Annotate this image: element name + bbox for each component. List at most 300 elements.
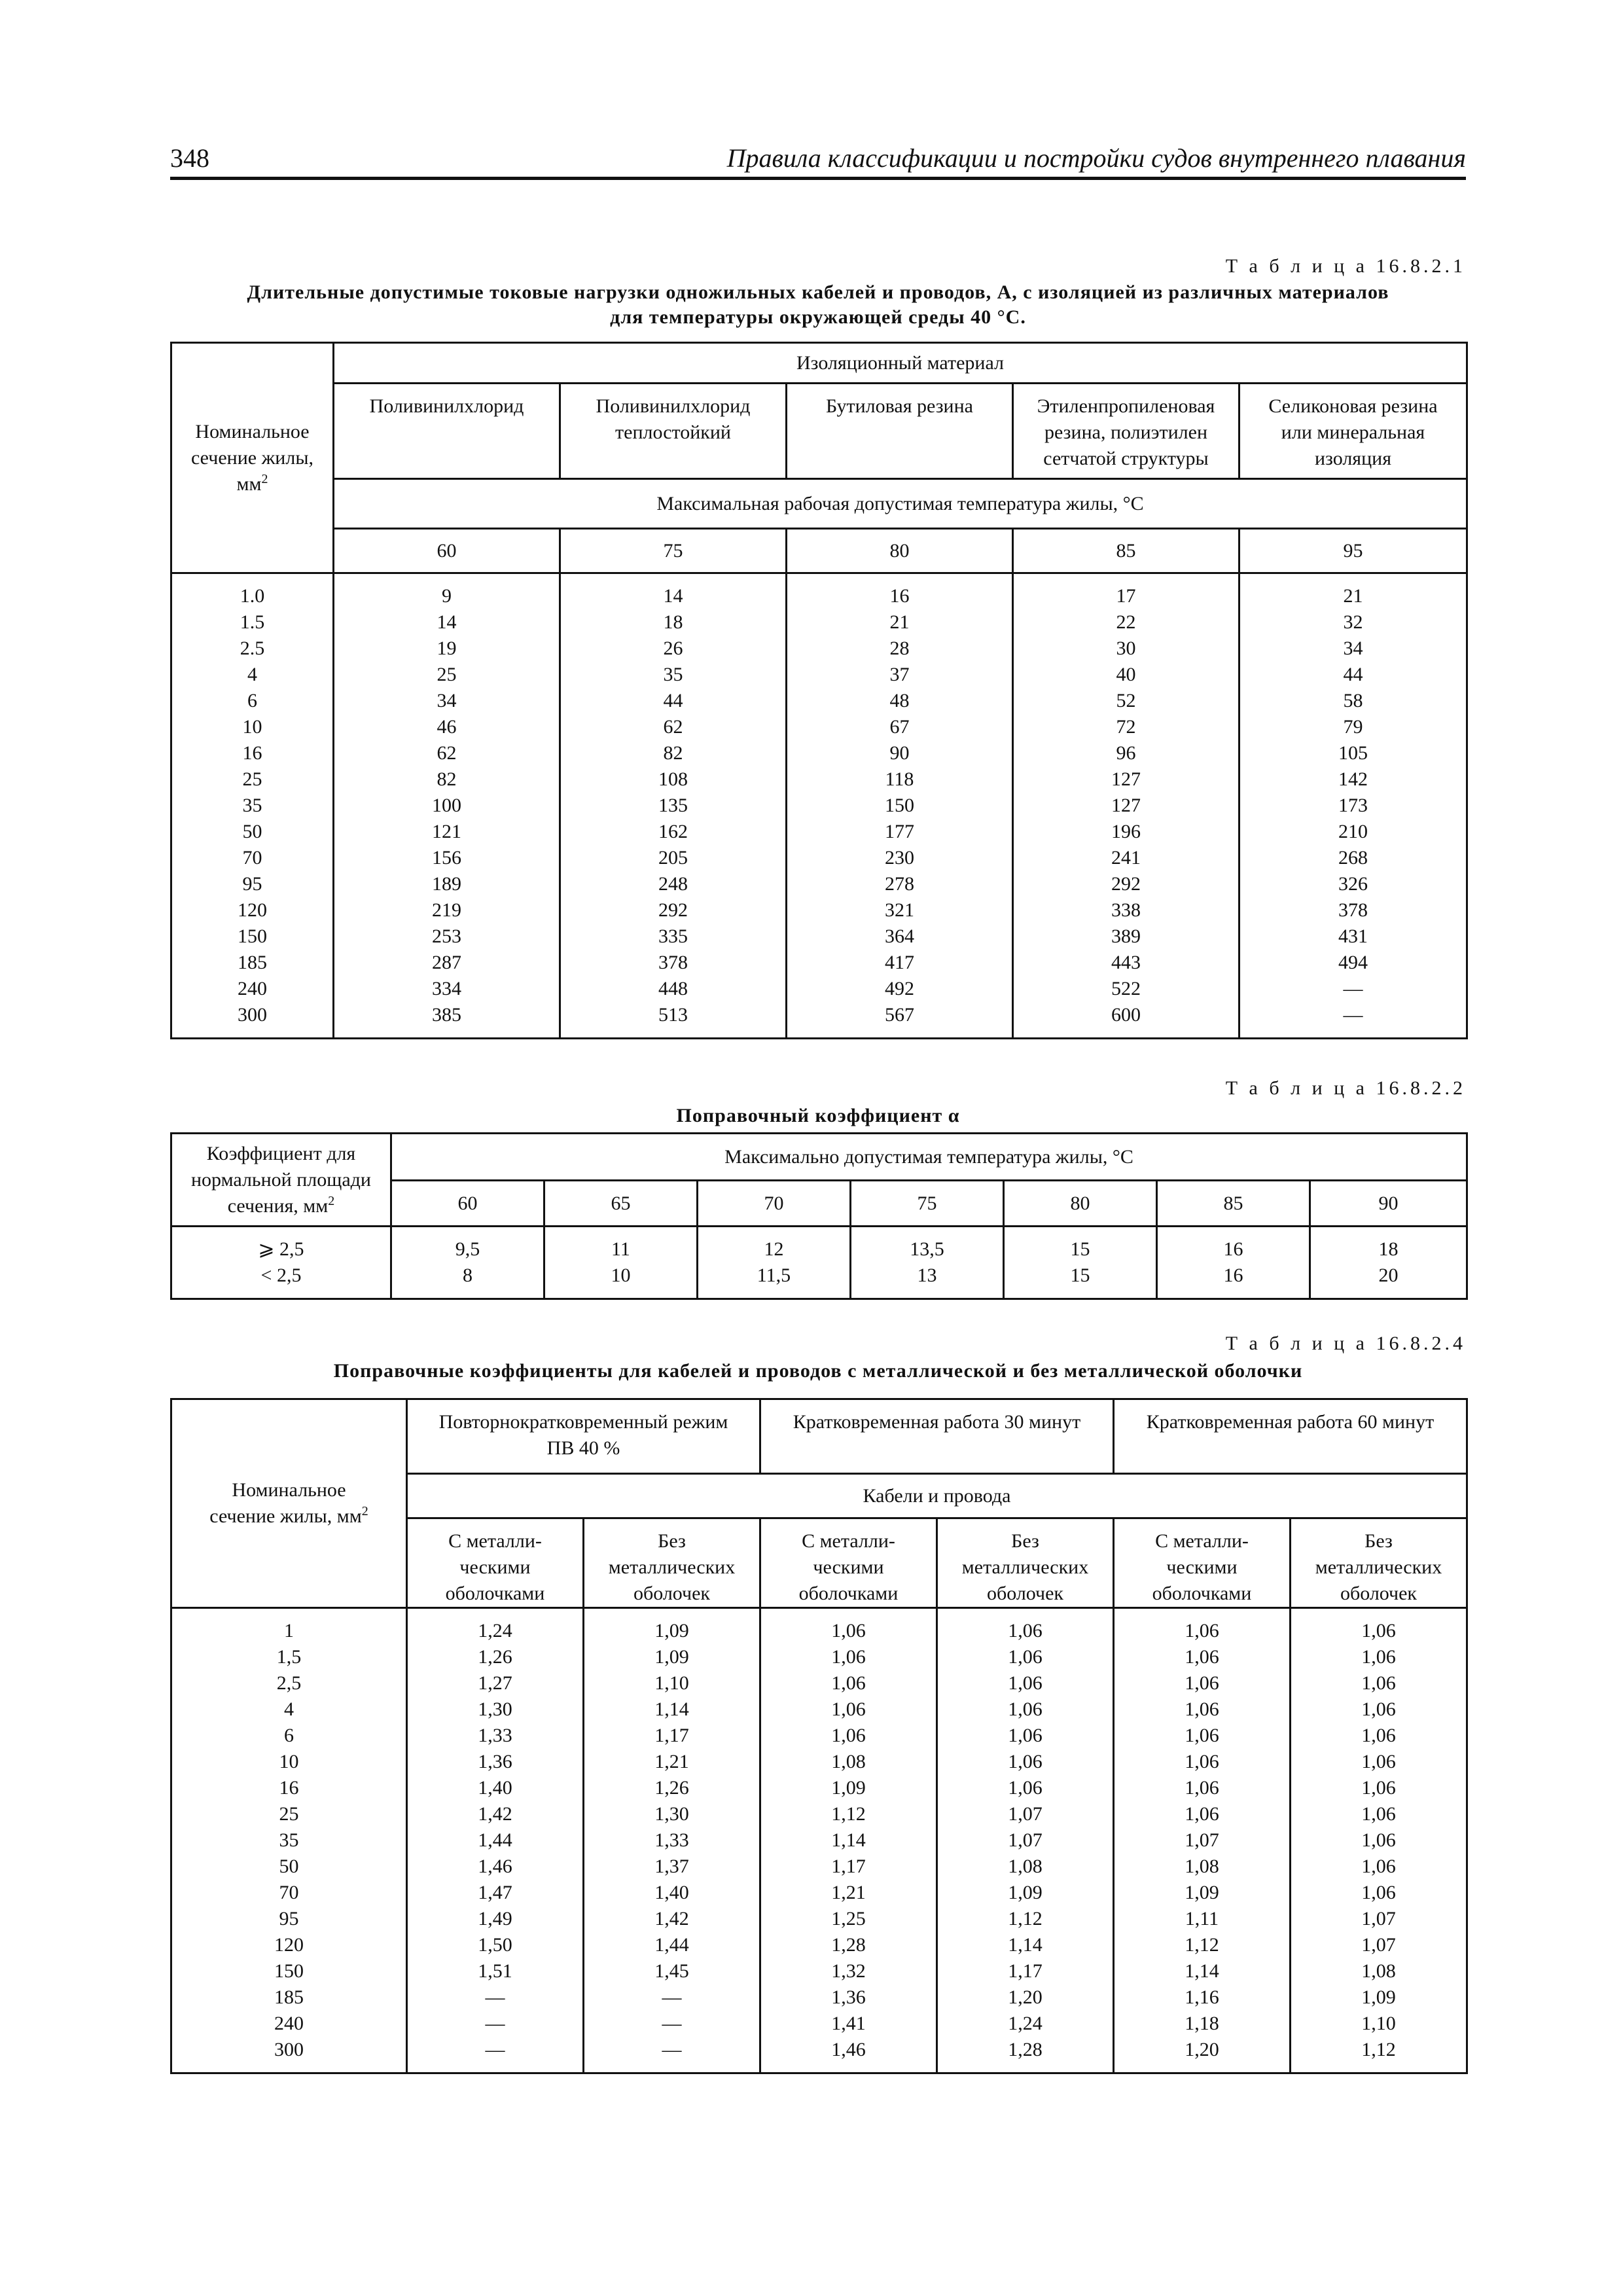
table-cell-value: 1,47 bbox=[478, 1882, 512, 1903]
table1-data-column bbox=[1013, 573, 1240, 1039]
table1-temp-header: 80 bbox=[787, 529, 1013, 573]
table-cell-value: 1,30 bbox=[654, 1803, 689, 1825]
table3-sections-column bbox=[171, 1608, 407, 2073]
table-cell-value: 567 bbox=[885, 1004, 914, 1026]
table2 bbox=[170, 1132, 1468, 1300]
table-cell-value: 292 bbox=[658, 899, 688, 921]
table-cell-value: 1,06 bbox=[1361, 1856, 1396, 1877]
table-cell-value: 1 bbox=[284, 1620, 294, 1641]
table-cell-value: 1,27 bbox=[478, 1672, 512, 1694]
table-cell-value: 1,44 bbox=[654, 1934, 689, 1956]
table-cell-value: 21 bbox=[1343, 585, 1363, 607]
table-cell-value: 240 bbox=[238, 978, 267, 999]
table-cell-value: 2.5 bbox=[240, 637, 265, 659]
table-cell-value: 18 bbox=[663, 611, 683, 633]
table-cell-value: 1,16 bbox=[1185, 1986, 1219, 2008]
table-cell-value: 241 bbox=[1111, 847, 1141, 869]
table-cell-value: 1,51 bbox=[478, 1960, 512, 1982]
table-cell-value: — bbox=[1343, 978, 1363, 999]
table-cell-value: 120 bbox=[238, 899, 267, 921]
table2-data-column bbox=[391, 1227, 544, 1299]
table-cell-value: 10 bbox=[611, 1265, 631, 1286]
table-cell-value: 1,14 bbox=[1008, 1934, 1043, 1956]
table-cell-value: 1,06 bbox=[1185, 1698, 1219, 1720]
table1-material-header: Этиленпропиленовая резина, полиэтилен сетчатой структуры bbox=[1013, 384, 1240, 479]
table-cell-value: 431 bbox=[1338, 925, 1368, 947]
table-cell-value: 1,06 bbox=[1361, 1672, 1396, 1694]
table3-sheath-with-header: С металли- ческими оболочками bbox=[760, 1518, 937, 1608]
table-cell-value: < 2,5 bbox=[260, 1265, 302, 1286]
header-rule bbox=[170, 177, 1466, 180]
table-cell-value: 40 bbox=[1116, 664, 1136, 685]
table-cell-value: 196 bbox=[1111, 821, 1141, 842]
table-cell-value: 127 bbox=[1111, 795, 1141, 816]
table1-material-header: Бутиловая резина bbox=[787, 384, 1013, 479]
table-cell-value: 230 bbox=[885, 847, 914, 869]
table2-temp-group-header: Максимально допустимая температура жилы, °С bbox=[391, 1134, 1467, 1181]
table2-data-column bbox=[851, 1227, 1004, 1299]
table-cell-value: 67 bbox=[889, 716, 910, 738]
table1-data-column bbox=[1240, 573, 1467, 1039]
table-cell-value: 1,06 bbox=[1008, 1672, 1043, 1694]
table-cell-value: 1,37 bbox=[654, 1856, 689, 1877]
table-cell-value: 72 bbox=[1116, 716, 1136, 738]
table-cell-value: 1,06 bbox=[1008, 1751, 1043, 1772]
table-cell-value: — bbox=[485, 1986, 505, 2008]
table-cell-value: 1,07 bbox=[1361, 1908, 1396, 1929]
table-cell-value: 10 bbox=[242, 716, 262, 738]
table2-caption: Поправочный коэффициент α bbox=[676, 1105, 960, 1126]
table-cell-value: 120 bbox=[274, 1934, 304, 1956]
table-cell-value: 253 bbox=[432, 925, 461, 947]
table-cell-value: 13,5 bbox=[910, 1238, 944, 1260]
table-cell-value: 1,10 bbox=[654, 1672, 689, 1694]
table-cell-value: 82 bbox=[437, 768, 457, 790]
table-cell-value: 95 bbox=[242, 873, 262, 895]
table-cell-value: 1,28 bbox=[831, 1934, 866, 1956]
table3-sheath-without-header: Без металлических оболочек bbox=[584, 1518, 760, 1608]
table-cell-value: 162 bbox=[658, 821, 688, 842]
table-cell-value: 1,06 bbox=[831, 1672, 866, 1694]
table-cell-value: 1,42 bbox=[654, 1908, 689, 1929]
table1-data-column bbox=[560, 573, 787, 1039]
table-cell-value: 156 bbox=[432, 847, 461, 869]
table2-temp-header: 65 bbox=[544, 1181, 698, 1227]
table3-mode-header: Кратковременная работа 60 минут bbox=[1114, 1399, 1467, 1474]
table-cell-value: 96 bbox=[1116, 742, 1136, 764]
table-cell-value: 1,26 bbox=[478, 1646, 512, 1668]
table-cell-value: 1,33 bbox=[478, 1725, 512, 1746]
table-cell-value: 1,12 bbox=[1185, 1934, 1219, 1956]
table-cell-value: 443 bbox=[1111, 952, 1141, 973]
table-cell-value: 108 bbox=[658, 768, 688, 790]
table-cell-value: 1,06 bbox=[1185, 1725, 1219, 1746]
table-cell-value: — bbox=[662, 1986, 682, 2008]
table-cell-value: 58 bbox=[1343, 690, 1363, 711]
table-cell-value: 48 bbox=[889, 690, 910, 711]
table3-cables-header: Кабели и провода bbox=[407, 1474, 1467, 1518]
table1-caption bbox=[170, 280, 1466, 330]
table-cell-value: 150 bbox=[274, 1960, 304, 1982]
table-cell-value: 9 bbox=[442, 585, 452, 607]
table-cell-value: 150 bbox=[885, 795, 914, 816]
table3 bbox=[170, 1398, 1468, 2074]
table-cell-value: 268 bbox=[1338, 847, 1368, 869]
table-cell-value: 1,06 bbox=[1008, 1777, 1043, 1799]
table-cell-value: 44 bbox=[663, 690, 683, 711]
table-cell-value: 1,17 bbox=[654, 1725, 689, 1746]
table-cell-value: 50 bbox=[242, 821, 262, 842]
table-cell-value: 1,07 bbox=[1008, 1829, 1043, 1851]
table3-sheath-with-header: С металли- ческими оболочками bbox=[1114, 1518, 1291, 1608]
table-cell-value: 135 bbox=[658, 795, 688, 816]
table-cell-value: 13 bbox=[917, 1265, 937, 1286]
table-cell-value: 185 bbox=[274, 1986, 304, 2008]
table-cell-value: 14 bbox=[437, 611, 457, 633]
table3-sheath-without-header: Без металлических оболочек bbox=[937, 1518, 1114, 1608]
table-cell-value: 1,06 bbox=[1361, 1646, 1396, 1668]
table2-temp-header: 60 bbox=[391, 1181, 544, 1227]
table-cell-value: 1,06 bbox=[831, 1725, 866, 1746]
table1-material-group-header: Изоляционный материал bbox=[334, 343, 1467, 384]
table-cell-value: 1,06 bbox=[1008, 1646, 1043, 1668]
table-cell-value: 1,25 bbox=[831, 1908, 866, 1929]
table-cell-value: 378 bbox=[658, 952, 688, 973]
table-cell-value: 492 bbox=[885, 978, 914, 999]
table-cell-value: 16 bbox=[279, 1777, 299, 1799]
table2-data-column bbox=[1157, 1227, 1310, 1299]
table-cell-value: 1,06 bbox=[1008, 1698, 1043, 1720]
table3-data-column bbox=[407, 1608, 584, 2073]
table-cell-value: 1,06 bbox=[831, 1620, 866, 1641]
table-cell-value: 1,06 bbox=[1361, 1620, 1396, 1641]
table-cell-value: 16 bbox=[1223, 1265, 1243, 1286]
table-cell-value: 1,24 bbox=[478, 1620, 512, 1641]
table1-label: Т а б л и ц а 16.8.2.1 bbox=[1225, 255, 1466, 277]
table2-temp-header: 85 bbox=[1157, 1181, 1310, 1227]
table-cell-value: 1,06 bbox=[831, 1698, 866, 1720]
table-cell-value: 1,24 bbox=[1008, 2013, 1043, 2034]
table-cell-value: 1,07 bbox=[1008, 1803, 1043, 1825]
table-cell-value: 448 bbox=[658, 978, 688, 999]
table-cell-value: 1,12 bbox=[831, 1803, 866, 1825]
table-cell-value: 321 bbox=[885, 899, 914, 921]
table-cell-value: 1,40 bbox=[654, 1882, 689, 1903]
table-cell-value: 205 bbox=[658, 847, 688, 869]
table-cell-value: 326 bbox=[1338, 873, 1368, 895]
table-cell-value: 389 bbox=[1111, 925, 1141, 947]
table1-caption-line1: Длительные допустимые токовые нагрузки одножильных кабелей и проводов, А, с изоляцией из различных материалов bbox=[247, 281, 1389, 303]
table1-data-column bbox=[334, 573, 560, 1039]
table-cell-value: 1,49 bbox=[478, 1908, 512, 1929]
table-cell-value: 1,06 bbox=[1185, 1803, 1219, 1825]
table3-mode-header: Кратковременная работа 30 минут bbox=[760, 1399, 1114, 1474]
table-cell-value: 1,44 bbox=[478, 1829, 512, 1851]
table-cell-value: 1,21 bbox=[831, 1882, 866, 1903]
table-cell-value: 1,06 bbox=[1361, 1751, 1396, 1772]
table-cell-value: 335 bbox=[658, 925, 688, 947]
table-cell-value: 90 bbox=[889, 742, 910, 764]
table-cell-value: 30 bbox=[1116, 637, 1136, 659]
table-cell-value: 1,06 bbox=[1361, 1882, 1396, 1903]
table-cell-value: 1.0 bbox=[240, 585, 265, 607]
table-cell-value: 1,10 bbox=[1361, 2013, 1396, 2034]
table-cell-value: 25 bbox=[242, 768, 262, 790]
page-number: 348 bbox=[170, 143, 209, 173]
table2-temp-header: 80 bbox=[1004, 1181, 1157, 1227]
table-cell-value: 25 bbox=[279, 1803, 299, 1825]
table-cell-value: 19 bbox=[437, 637, 457, 659]
table-cell-value: 1,36 bbox=[478, 1751, 512, 1772]
table-cell-value: 1,09 bbox=[654, 1646, 689, 1668]
table1-sections-column bbox=[171, 573, 334, 1039]
table2-data-column bbox=[698, 1227, 851, 1299]
table2-coef-header: Коэффициент для нормальной площади сечения, $мм^2$ bbox=[171, 1134, 391, 1227]
table-cell-value: 189 bbox=[432, 873, 461, 895]
table-cell-value: 11 bbox=[611, 1238, 630, 1260]
table-cell-value: 1,06 bbox=[1185, 1751, 1219, 1772]
table-cell-value: 1,12 bbox=[1361, 2039, 1396, 2060]
table-cell-value: 142 bbox=[1338, 768, 1368, 790]
table-cell-value: 6 bbox=[284, 1725, 294, 1746]
table-cell-value: 1,32 bbox=[831, 1960, 866, 1982]
table-cell-value: 150 bbox=[238, 925, 267, 947]
table-cell-value: 70 bbox=[279, 1882, 299, 1903]
table-cell-value: 37 bbox=[889, 664, 910, 685]
table-cell-value: 1,26 bbox=[654, 1777, 689, 1799]
table-cell-value: 240 bbox=[274, 2013, 304, 2034]
table-cell-value: 1,17 bbox=[1008, 1960, 1043, 1982]
table-cell-value: 1,09 bbox=[1008, 1882, 1043, 1903]
table-cell-value: 364 bbox=[885, 925, 914, 947]
table1-caption-line2: для температуры окружающей среды 40 °С. bbox=[610, 306, 1026, 328]
table-cell-value: 121 bbox=[432, 821, 461, 842]
table-cell-value: 9,5 bbox=[455, 1238, 480, 1260]
table-cell-value: 16 bbox=[242, 742, 262, 764]
table-cell-value: — bbox=[662, 2039, 682, 2060]
table-cell-value: 62 bbox=[437, 742, 457, 764]
table-cell-value: 1,14 bbox=[654, 1698, 689, 1720]
table-cell-value: 1,08 bbox=[1361, 1960, 1396, 1982]
table-cell-value: 62 bbox=[663, 716, 683, 738]
table-cell-value: 22 bbox=[1116, 611, 1136, 633]
table-cell-value: 1,07 bbox=[1361, 1934, 1396, 1956]
table-cell-value: 1,06 bbox=[1361, 1829, 1396, 1851]
table-cell-value: 26 bbox=[663, 637, 683, 659]
table-cell-value: 417 bbox=[885, 952, 914, 973]
table-cell-value: 10 bbox=[279, 1751, 299, 1772]
table-cell-value: 21 bbox=[889, 611, 910, 633]
table-cell-value: ⩾ 2,5 bbox=[258, 1238, 304, 1260]
table1-temp-group-header: Максимальная рабочая допустимая температура жилы, °С bbox=[334, 479, 1467, 529]
table-cell-value: 1,11 bbox=[1185, 1908, 1219, 1929]
table-cell-value: 70 bbox=[242, 847, 262, 869]
table-cell-value: 494 bbox=[1338, 952, 1368, 973]
table-cell-value: 177 bbox=[885, 821, 914, 842]
table-cell-value: 522 bbox=[1111, 978, 1141, 999]
table-cell-value: 378 bbox=[1338, 899, 1368, 921]
table-cell-value: 14 bbox=[663, 585, 683, 607]
table-cell-value: 35 bbox=[663, 664, 683, 685]
table-cell-value: 1,08 bbox=[831, 1751, 866, 1772]
table-cell-value: 4 bbox=[247, 664, 257, 685]
table-cell-value: 50 bbox=[279, 1856, 299, 1877]
table1-material-header: Селиконовая резина или минеральная изоляция bbox=[1240, 384, 1467, 479]
table-cell-value: 52 bbox=[1116, 690, 1136, 711]
table-cell-value: 105 bbox=[1338, 742, 1368, 764]
table3-data-column bbox=[1291, 1608, 1467, 2073]
table-cell-value: 1,06 bbox=[1185, 1777, 1219, 1799]
table-cell-value: 600 bbox=[1111, 1004, 1141, 1026]
table-cell-value: 1,12 bbox=[1008, 1908, 1043, 1929]
table-cell-value: 1,45 bbox=[654, 1960, 689, 1982]
table-cell-value: 1,06 bbox=[1185, 1672, 1219, 1694]
table2-data-column bbox=[1004, 1227, 1157, 1299]
table-cell-value: 34 bbox=[437, 690, 457, 711]
table3-mode-header: Повторнократковременный режим ПВ 40 % bbox=[407, 1399, 760, 1474]
table-cell-value: 1,09 bbox=[831, 1777, 866, 1799]
table-cell-value: 248 bbox=[658, 873, 688, 895]
table-cell-value: 46 bbox=[437, 716, 457, 738]
table3-data-column bbox=[584, 1608, 760, 2073]
table3-sheath-without-header: Без металлических оболочек bbox=[1291, 1518, 1467, 1608]
table-cell-value: 32 bbox=[1343, 611, 1363, 633]
table-cell-value: 34 bbox=[1343, 637, 1363, 659]
table-cell-value: 8 bbox=[463, 1265, 473, 1286]
table-cell-value: 1,5 bbox=[276, 1646, 302, 1668]
table-cell-value: 1,46 bbox=[478, 1856, 512, 1877]
table-cell-value: 6 bbox=[247, 690, 257, 711]
table3-label: Т а б л и ц а 16.8.2.4 bbox=[1225, 1333, 1466, 1354]
table-cell-value: 1,33 bbox=[654, 1829, 689, 1851]
table-cell-value: 1,06 bbox=[1361, 1698, 1396, 1720]
table-cell-value: 15 bbox=[1070, 1265, 1090, 1286]
table-cell-value: 16 bbox=[889, 585, 910, 607]
table-cell-value: 338 bbox=[1111, 899, 1141, 921]
table-cell-value: 16 bbox=[1223, 1238, 1243, 1260]
table-cell-value: 1,17 bbox=[831, 1856, 866, 1877]
table-cell-value: 1,21 bbox=[654, 1751, 689, 1772]
table-cell-value: 1,20 bbox=[1008, 1986, 1043, 2008]
table-cell-value: 118 bbox=[885, 768, 914, 790]
table-cell-value: — bbox=[485, 2039, 505, 2060]
table-cell-value: 334 bbox=[432, 978, 461, 999]
table-cell-value: 1,28 bbox=[1008, 2039, 1043, 2060]
table1-temp-header: 60 bbox=[334, 529, 560, 573]
table-cell-value: 278 bbox=[885, 873, 914, 895]
table1-section-header: Номинальное сечение жилы, $мм^2$ bbox=[171, 343, 334, 573]
table2-temp-header: 70 bbox=[698, 1181, 851, 1227]
table2-row-labels bbox=[171, 1227, 391, 1299]
table-cell-value: 35 bbox=[279, 1829, 299, 1851]
table-cell-value: 15 bbox=[1070, 1238, 1090, 1260]
table-cell-value: 300 bbox=[274, 2039, 304, 2060]
table-cell-value: 44 bbox=[1343, 664, 1363, 685]
table-cell-value: 1,36 bbox=[831, 1986, 866, 2008]
table-cell-value: 1,14 bbox=[831, 1829, 866, 1851]
table-cell-value: 1,50 bbox=[478, 1934, 512, 1956]
table-cell-value: 1,06 bbox=[1185, 1620, 1219, 1641]
table3-section-header: Номинальное сечение жилы, $мм^2$ bbox=[171, 1399, 407, 1608]
table-cell-value: 28 bbox=[889, 637, 910, 659]
table-cell-value: 100 bbox=[432, 795, 461, 816]
table1-data-column bbox=[787, 573, 1013, 1039]
table-cell-value: 1,08 bbox=[1185, 1856, 1219, 1877]
table2-label: Т а б л и ц а 16.8.2.2 bbox=[1225, 1077, 1466, 1099]
table-cell-value: 1,18 bbox=[1185, 2013, 1219, 2034]
table-cell-value: 1,06 bbox=[1008, 1620, 1043, 1641]
table-cell-value: 11,5 bbox=[757, 1265, 791, 1286]
table-cell-value: 1,07 bbox=[1185, 1829, 1219, 1851]
table-cell-value: 1,06 bbox=[831, 1646, 866, 1668]
table2-data-column bbox=[544, 1227, 698, 1299]
table-cell-value: 1.5 bbox=[240, 611, 265, 633]
table-cell-value: 513 bbox=[658, 1004, 688, 1026]
table-cell-value: 1,41 bbox=[831, 2013, 866, 2034]
table3-data-column bbox=[1114, 1608, 1291, 2073]
table-cell-value: 82 bbox=[663, 742, 683, 764]
table3-sheath-with-header: С металли- ческими оболочками bbox=[407, 1518, 584, 1608]
table-cell-value: — bbox=[1343, 1004, 1363, 1026]
running-title: Правила классификации и постройки судов внутреннего плавания bbox=[726, 143, 1466, 173]
table1 bbox=[170, 342, 1468, 1039]
table-cell-value: 35 bbox=[242, 795, 262, 816]
table1-temp-header: 95 bbox=[1240, 529, 1467, 573]
table-cell-value: 1,46 bbox=[831, 2039, 866, 2060]
table-cell-value: 95 bbox=[279, 1908, 299, 1929]
table1-temp-header: 85 bbox=[1013, 529, 1240, 573]
table-cell-value: 1,06 bbox=[1008, 1725, 1043, 1746]
table-cell-value: 1,09 bbox=[1361, 1986, 1396, 2008]
table-cell-value: 17 bbox=[1116, 585, 1136, 607]
table-cell-value: 1,06 bbox=[1361, 1777, 1396, 1799]
table-cell-value: 18 bbox=[1378, 1238, 1399, 1260]
table1-material-header: Поливинилхлорид bbox=[334, 384, 560, 479]
table-cell-value: 25 bbox=[437, 664, 457, 685]
table-cell-value: 1,06 bbox=[1185, 1646, 1219, 1668]
table-cell-value: 185 bbox=[238, 952, 267, 973]
table-cell-value: 173 bbox=[1338, 795, 1368, 816]
table3-data-column bbox=[760, 1608, 937, 2073]
table-cell-value: 79 bbox=[1343, 716, 1363, 738]
table-cell-value: 20 bbox=[1378, 1265, 1399, 1286]
table-cell-value: 219 bbox=[432, 899, 461, 921]
table-cell-value: 1,08 bbox=[1008, 1856, 1043, 1877]
table-cell-value: 127 bbox=[1111, 768, 1141, 790]
table-cell-value: 2,5 bbox=[276, 1672, 302, 1694]
table-cell-value: 1,09 bbox=[654, 1620, 689, 1641]
table-cell-value: 1,42 bbox=[478, 1803, 512, 1825]
table-cell-value: 1,09 bbox=[1185, 1882, 1219, 1903]
table-cell-value: 1,30 bbox=[478, 1698, 512, 1720]
table-cell-value: 4 bbox=[284, 1698, 294, 1720]
table-cell-value: 210 bbox=[1338, 821, 1368, 842]
table-cell-value: 300 bbox=[238, 1004, 267, 1026]
table-cell-value: — bbox=[485, 2013, 505, 2034]
table2-data-column bbox=[1310, 1227, 1467, 1299]
table1-material-header: Поливинилхлорид теплостойкий bbox=[560, 384, 787, 479]
table-cell-value: 12 bbox=[764, 1238, 784, 1260]
table3-data-column bbox=[937, 1608, 1114, 2073]
table-cell-value: 292 bbox=[1111, 873, 1141, 895]
table3-caption: Поправочные коэффициенты для кабелей и проводов с металлической и без металлической оболочки bbox=[333, 1360, 1303, 1382]
table2-temp-header: 90 bbox=[1310, 1181, 1467, 1227]
table-cell-value: 1,06 bbox=[1361, 1803, 1396, 1825]
table2-temp-header: 75 bbox=[851, 1181, 1004, 1227]
table-cell-value: 1,40 bbox=[478, 1777, 512, 1799]
table1-temp-header: 75 bbox=[560, 529, 787, 573]
table-cell-value: 1,20 bbox=[1185, 2039, 1219, 2060]
